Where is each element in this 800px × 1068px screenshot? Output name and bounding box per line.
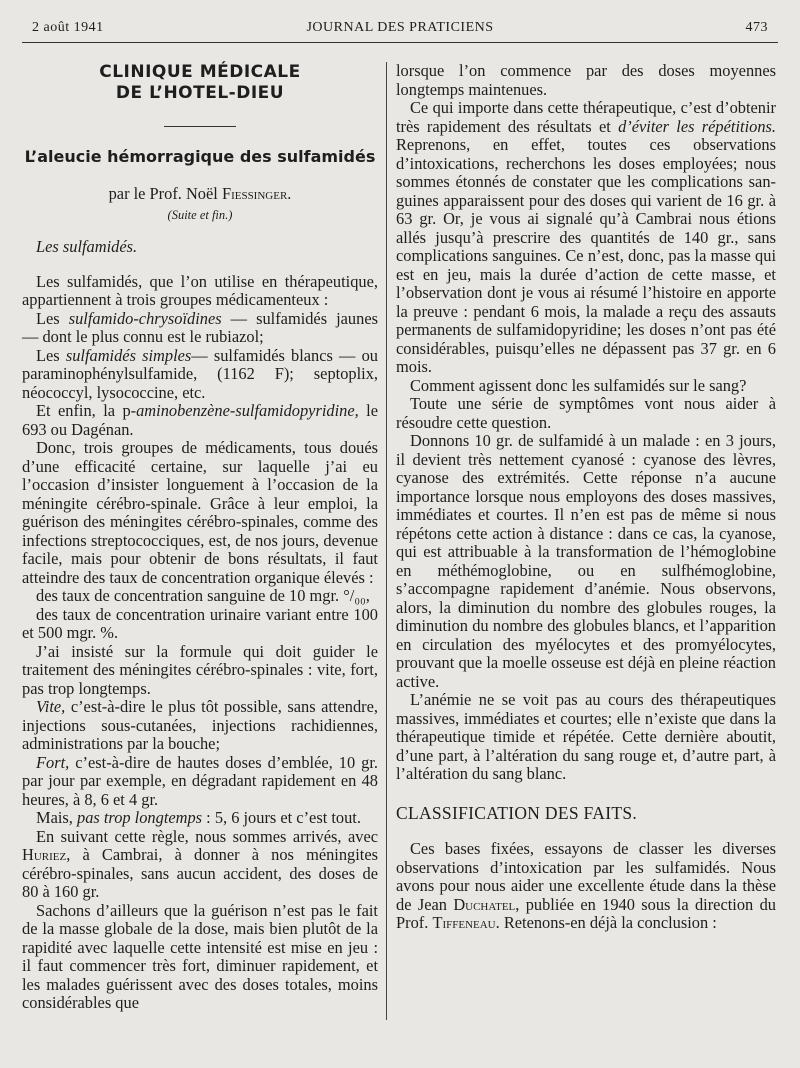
italic-term: aminobenzène-sulfamidopyridine,: [136, 401, 359, 420]
paragraph: [22, 754, 378, 810]
italic-term: sulfamido-chrysoïdines: [68, 308, 222, 328]
running-header: [30, 16, 770, 42]
paragraph: Donc, trois groupes de médicaments, tous doués d’une efficacité certaine, sur laquelle j’ai eu l’occasion d’insister longuement à l’occasion de la méningite cérébro-spinale. Grâce à leur emploi, la guérison des méningites cérébro-spinales, comme des infections streptococciques, est, de nos jours, devenue facile, mais pour obtenir de bons résultats, il faut atteindre des taux de concentration organique élevés :: [22, 438, 378, 587]
paragraph: Les sulfamido-chrysoïdines — sulfamidés jaunes — dont le plus connu est le rubiazol;: [22, 308, 378, 346]
paragraph: des taux de concentration urinaire variant entre 100 et 500 mgr. %.: [22, 604, 378, 642]
column-divider: [386, 62, 387, 1020]
italic-term: Vite,: [36, 697, 66, 716]
italic-term: pas trop longtemps: [77, 808, 203, 827]
paragraph-text: En suivant cette règle, nous sommes arrivés, avec: [36, 826, 378, 846]
paragraph: des taux de concentration sanguine de 10 mgr. °/₀₀,: [36, 586, 370, 605]
paragraph: [396, 840, 776, 933]
paragraph: Les sulfamidés, que l’on utilise en thérapeutique, appartiennent à trois groupes médicamenteux :: [22, 271, 378, 309]
clinic-title-line1: CLINIQUE MÉDICALE: [99, 62, 301, 82]
paragraph-text: Et enfin, la p-: [36, 401, 137, 420]
clinic-title-line2: DE L’HOTEL-DIEU: [115, 83, 285, 103]
left-column: [22, 62, 378, 1013]
paragraph: [22, 828, 378, 902]
section-subheading: Les sulfamidés.: [36, 237, 138, 256]
paragraph: Toute une série de symptômes vont nous aider à résoudre cette question.: [396, 394, 776, 432]
paragraph: Donnons 10 gr. de sulfamidé à un malade : en 3 jours, il devient très nettement cyanosé : cyanose des lèvres, cyanose des extrémités. Cette réponse n’a aucune importance lorsque nous employons des doses massives, immédiates et courtes. Il n’en est pas de même si nous répétons cette action à distance : dans ce cas, la cyanose, qui est attribuable à la transformation de l’hémoglobine en méthémoglobine, ou en sulfhémoglobine, s’accompagne rapidement d’anémie. Nous observons, alors, la diminution du nombre des globules rouges, la diminution du nombre des globules blancs, et l’apparition en circulation des myélocytes et des promyélocytes, prouvant que la moelle osseuse est déjà en pleine réaction active.: [396, 431, 776, 691]
paragraph: [396, 99, 776, 377]
italic-term: d’éviter les répétitions.: [618, 116, 776, 136]
paragraph: [22, 698, 378, 754]
paragraph: Comment agissent donc les sulfamidés sur le sang?: [410, 375, 747, 395]
italic-term: Fort,: [36, 752, 70, 772]
paragraph-text: . Retenons-en déjà la conclusion :: [495, 913, 717, 932]
person-name: Huriez: [22, 845, 67, 864]
person-name: Tiffeneau: [432, 913, 496, 932]
paragraph-text: c’est-à-dire de hautes doses d’emblée, 10 gr. par jour par exemple, en dégradant rapidement en 48 heures, à 8, 6 et 4 gr.: [22, 752, 378, 809]
person-name: Duchatel: [453, 894, 516, 914]
paragraph: [22, 809, 378, 828]
byline-prefix: par le Prof. Noël: [108, 184, 218, 203]
issue-date: 2 août 1941: [32, 20, 104, 35]
paragraph-text: — sulfamidés blancs — ou paraminophénylsulfamide, (1162 F); septoplix, néococcyl, lysococcine, etc.: [22, 345, 379, 402]
paragraph: lorsque l’on commence par des doses moyennes longtemps maintenues.: [396, 61, 776, 99]
paragraph: Les sulfamidés simples— sulfamidés blancs — ou paraminophénylsulfamide, (1162 F); septoplix, néococcyl, lysococcine, etc.: [22, 345, 379, 402]
paragraph-text: Ces bases fixées, essayons de classer les diverses observations d’intoxication par les sulfamidés. Nous avons pour nous aider une excellente étude dans la thèse de Jean: [396, 839, 776, 914]
byline: [22, 185, 378, 204]
page-number: 473: [745, 20, 768, 35]
paragraph: L’anémie ne se voit pas au cours des thérapeutiques massives, immédiates et courtes; elle n’existe que dans la thérapeutique timide et répétée. Cette dernière aboutit, d’une part, à l’altération du sang rouge et, d’autre part, à l’altération du sang blanc.: [396, 690, 776, 783]
article-title: L’aleucie hémorragique des sulfamidés: [24, 147, 376, 166]
header-rule: [22, 42, 778, 43]
paragraph-text: Reprenons, en effet, toutes ces observations d’intoxications, recherchons les doses employées; nous sommes étonnés de constater que les complications sanguines apparaissent pour des doses qui varient de 16 gr. à 63 gr. Or, je vous ai signalé qu’à Cambrai nous étions allés jusqu’à prescrire des quantités de 140 gr., sans complications sanguines. Ce n’est, donc, pas la masse qui est en jeu, mais la durée d’action de cette masse, et l’observation dont je vous ai résumé l’histoire en apporte la preuve : pendant 6 mois, la malade a reçu des assauts permanents de sulfamidopyridine; les doses n’ont pas été considérables, puisqu’elles ne dépassent pas 37 gr. en 6 mois.: [396, 135, 776, 376]
paragraph-text: Ce qui importe dans cette thérapeutique, c’est d’obtenir très rapidement des résultats et: [396, 98, 776, 136]
italic-term: sulfamidés simples: [65, 345, 192, 365]
continuation-note: (Suite et fin.): [167, 207, 233, 222]
paragraph-text: — sulfamidés jaunes — dont le plus connu est le rubiazol;: [22, 308, 378, 346]
paragraph-text: c’est-à-dire le plus tôt possible, sans attendre, injections sous-cutanées, injections rachidiennes, administrations par la bouche;: [22, 697, 378, 753]
paragraph-text: , publiée en 1940 sous la direction du Prof.: [396, 894, 776, 932]
paragraph-text: Mais,: [36, 808, 73, 827]
paragraph: Sachons d’ailleurs que la guérison n’est pas le fait de la masse globale de la dose, mais bien plutôt de la rapidité avec laquelle cette intensité est mise en jeu : il faut commencer très fort, diminuer rapidement, et les malades guérissent avec des doses totales, moins considérables que: [22, 900, 378, 1012]
paragraph: J’ai insisté sur la formule qui doit guider le traitement des méningites cérébro-spinales : vite, fort, pas trop longtemps.: [22, 641, 378, 698]
journal-name: JOURNAL DES PRATICIENS: [306, 20, 494, 35]
paragraph-text: le 693 ou Dagénan.: [22, 401, 378, 439]
author-name: Fiessinger.: [221, 184, 292, 203]
paragraph: [22, 402, 378, 439]
section-heading: CLASSIFICATION DES FAITS.: [396, 802, 638, 823]
paragraph-text: : 5, 6 jours et c’est tout.: [206, 808, 361, 827]
paragraph-text: , à Cambrai, à donner à nos méningites cérébro-spinales, sans aucun accident, des doses de 80 à 160 gr.: [22, 845, 378, 901]
right-column: [396, 62, 776, 933]
title-separator: [164, 126, 236, 127]
